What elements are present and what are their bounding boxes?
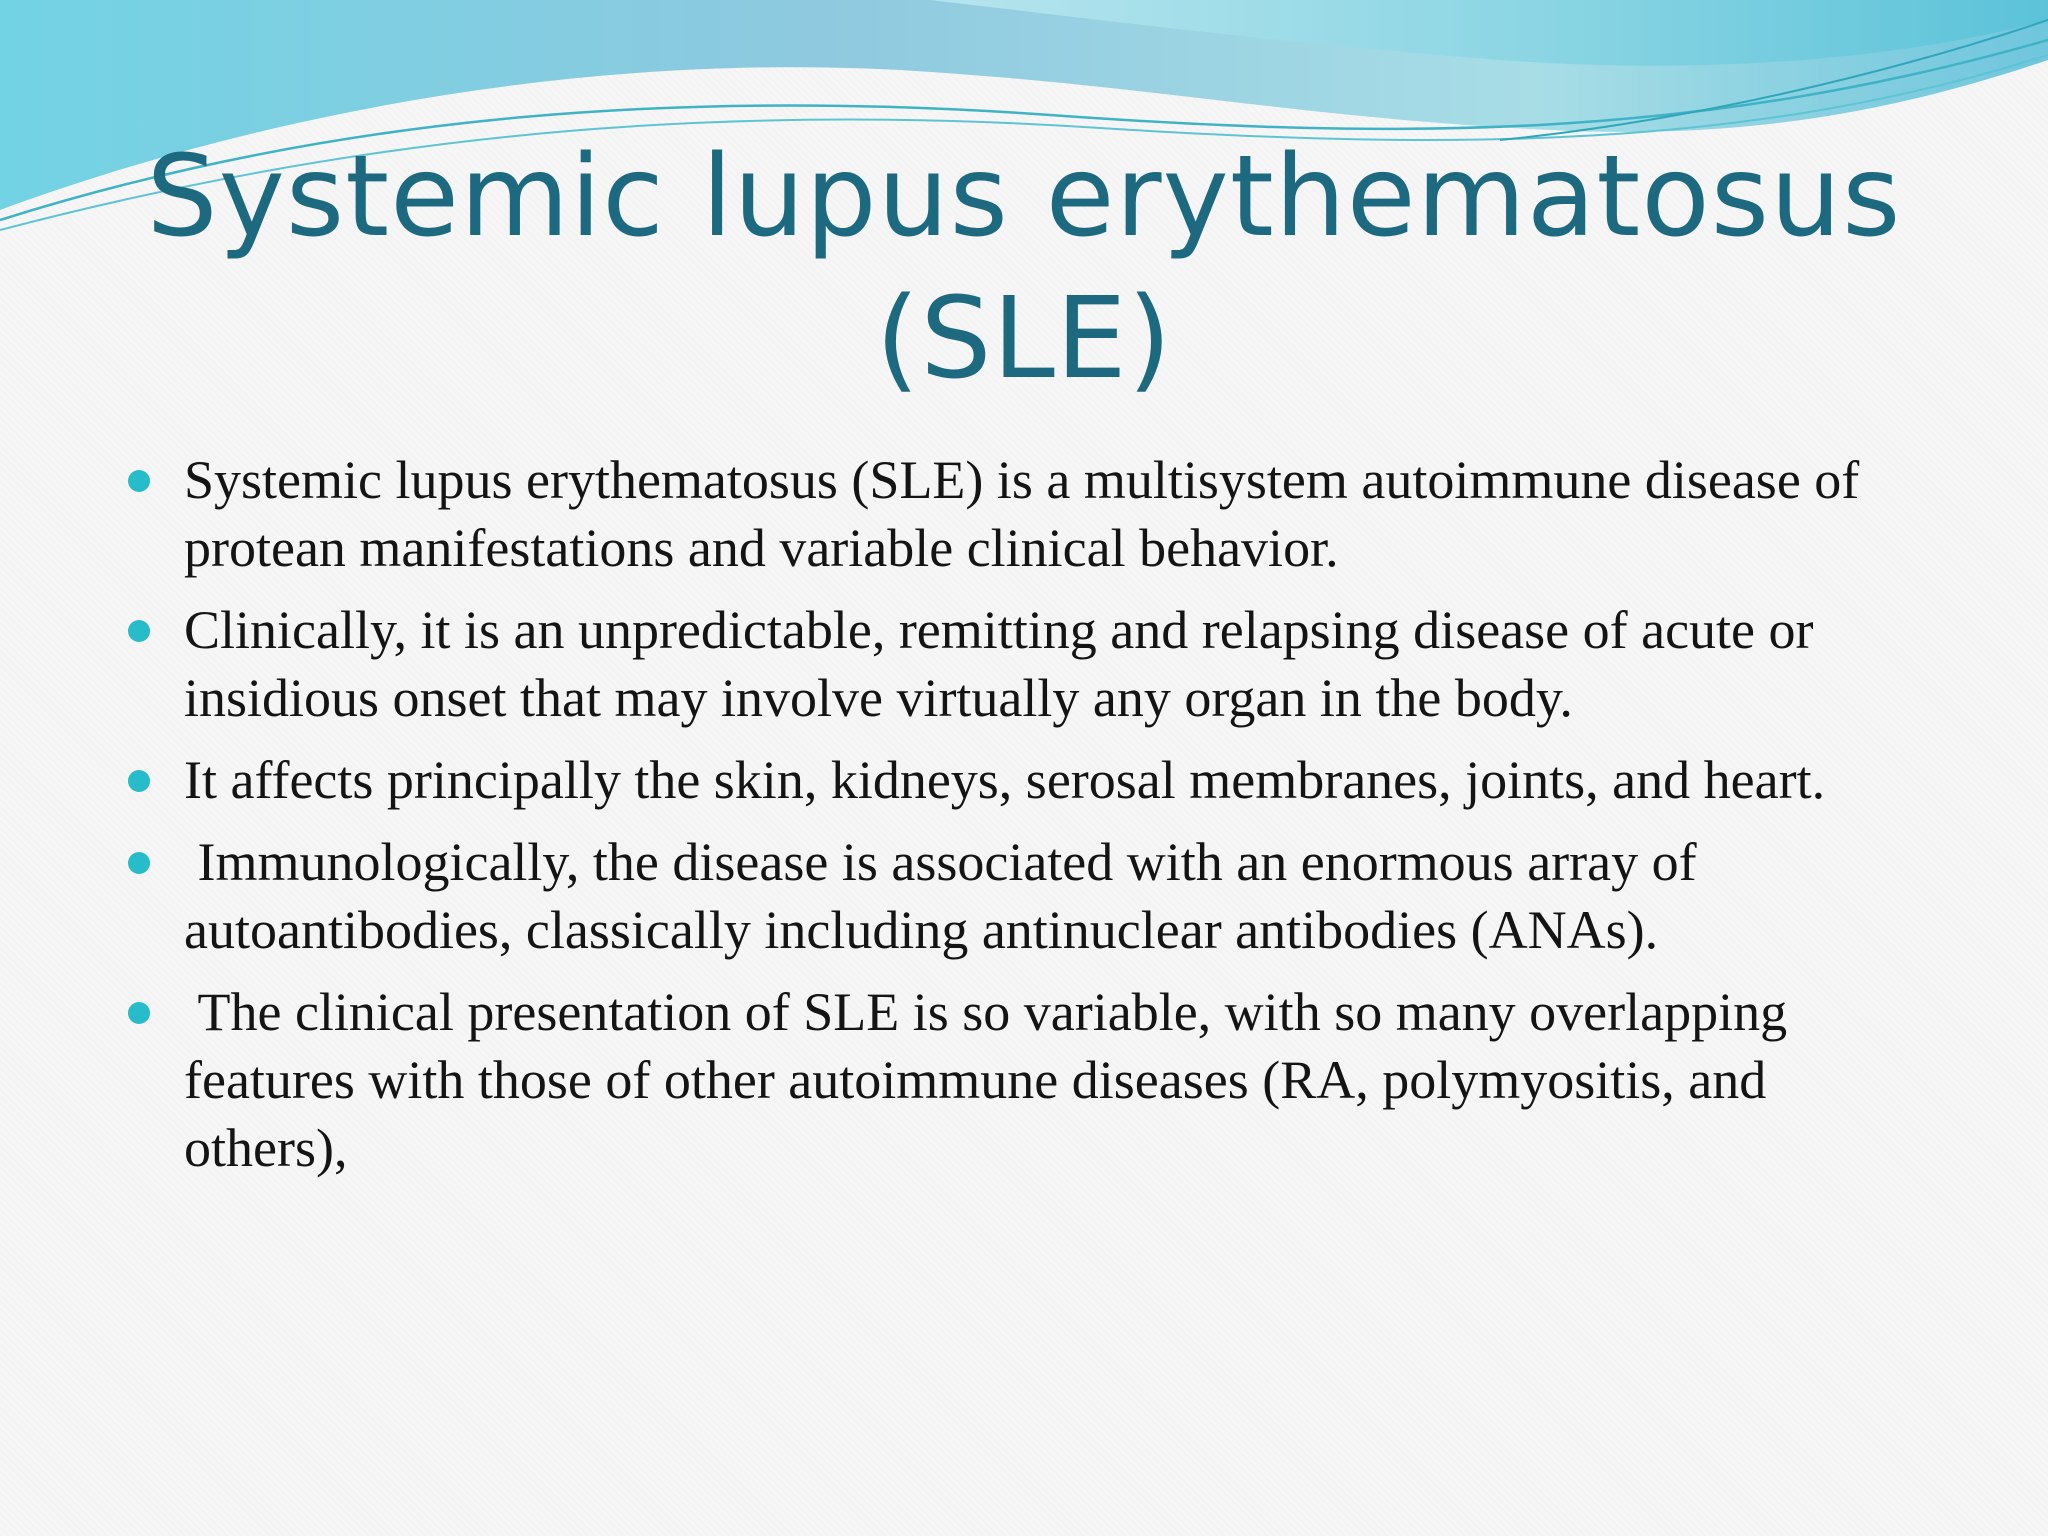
- bullet-text: Systemic lupus erythematosus (SLE) is a multisystem autoimmune disease of protean manifestations and variable clinical behavior.: [184, 450, 1860, 578]
- bullet-dot-icon: [128, 852, 150, 874]
- bullet-list: [124, 446, 1924, 1196]
- bullet-text: It affects principally the skin, kidneys, serosal membranes, joints, and heart.: [184, 750, 1826, 810]
- bullet-dot-icon: [128, 470, 150, 492]
- bullet-item: [124, 746, 1924, 814]
- bullet-text: Immunologically, the disease is associated with an enormous array of autoantibodies, classically including antinuclear antibodies (ANAs).: [184, 832, 1711, 960]
- bullet-item: [124, 828, 1924, 964]
- bullet-text: Clinically, it is an unpredictable, remitting and relapsing disease of acute or insidious onset that may involve virtually any organ in the body.: [184, 600, 1814, 728]
- bullet-dot-icon: [128, 1002, 150, 1024]
- bullet-item: [124, 978, 1924, 1182]
- bullet-text: The clinical presentation of SLE is so variable, with so many overlapping features with those of other autoimmune diseases (RA, polymyositis, and others),: [184, 982, 1801, 1178]
- slide-title: [0, 126, 2048, 410]
- bullet-item: [124, 596, 1924, 732]
- title-line-1: Systemic lupus erythematosus: [146, 132, 1902, 262]
- bullet-dot-icon: [128, 620, 150, 642]
- title-line-2: (SLE): [875, 274, 1173, 404]
- bullet-dot-icon: [128, 770, 150, 792]
- bullet-item: [124, 446, 1924, 582]
